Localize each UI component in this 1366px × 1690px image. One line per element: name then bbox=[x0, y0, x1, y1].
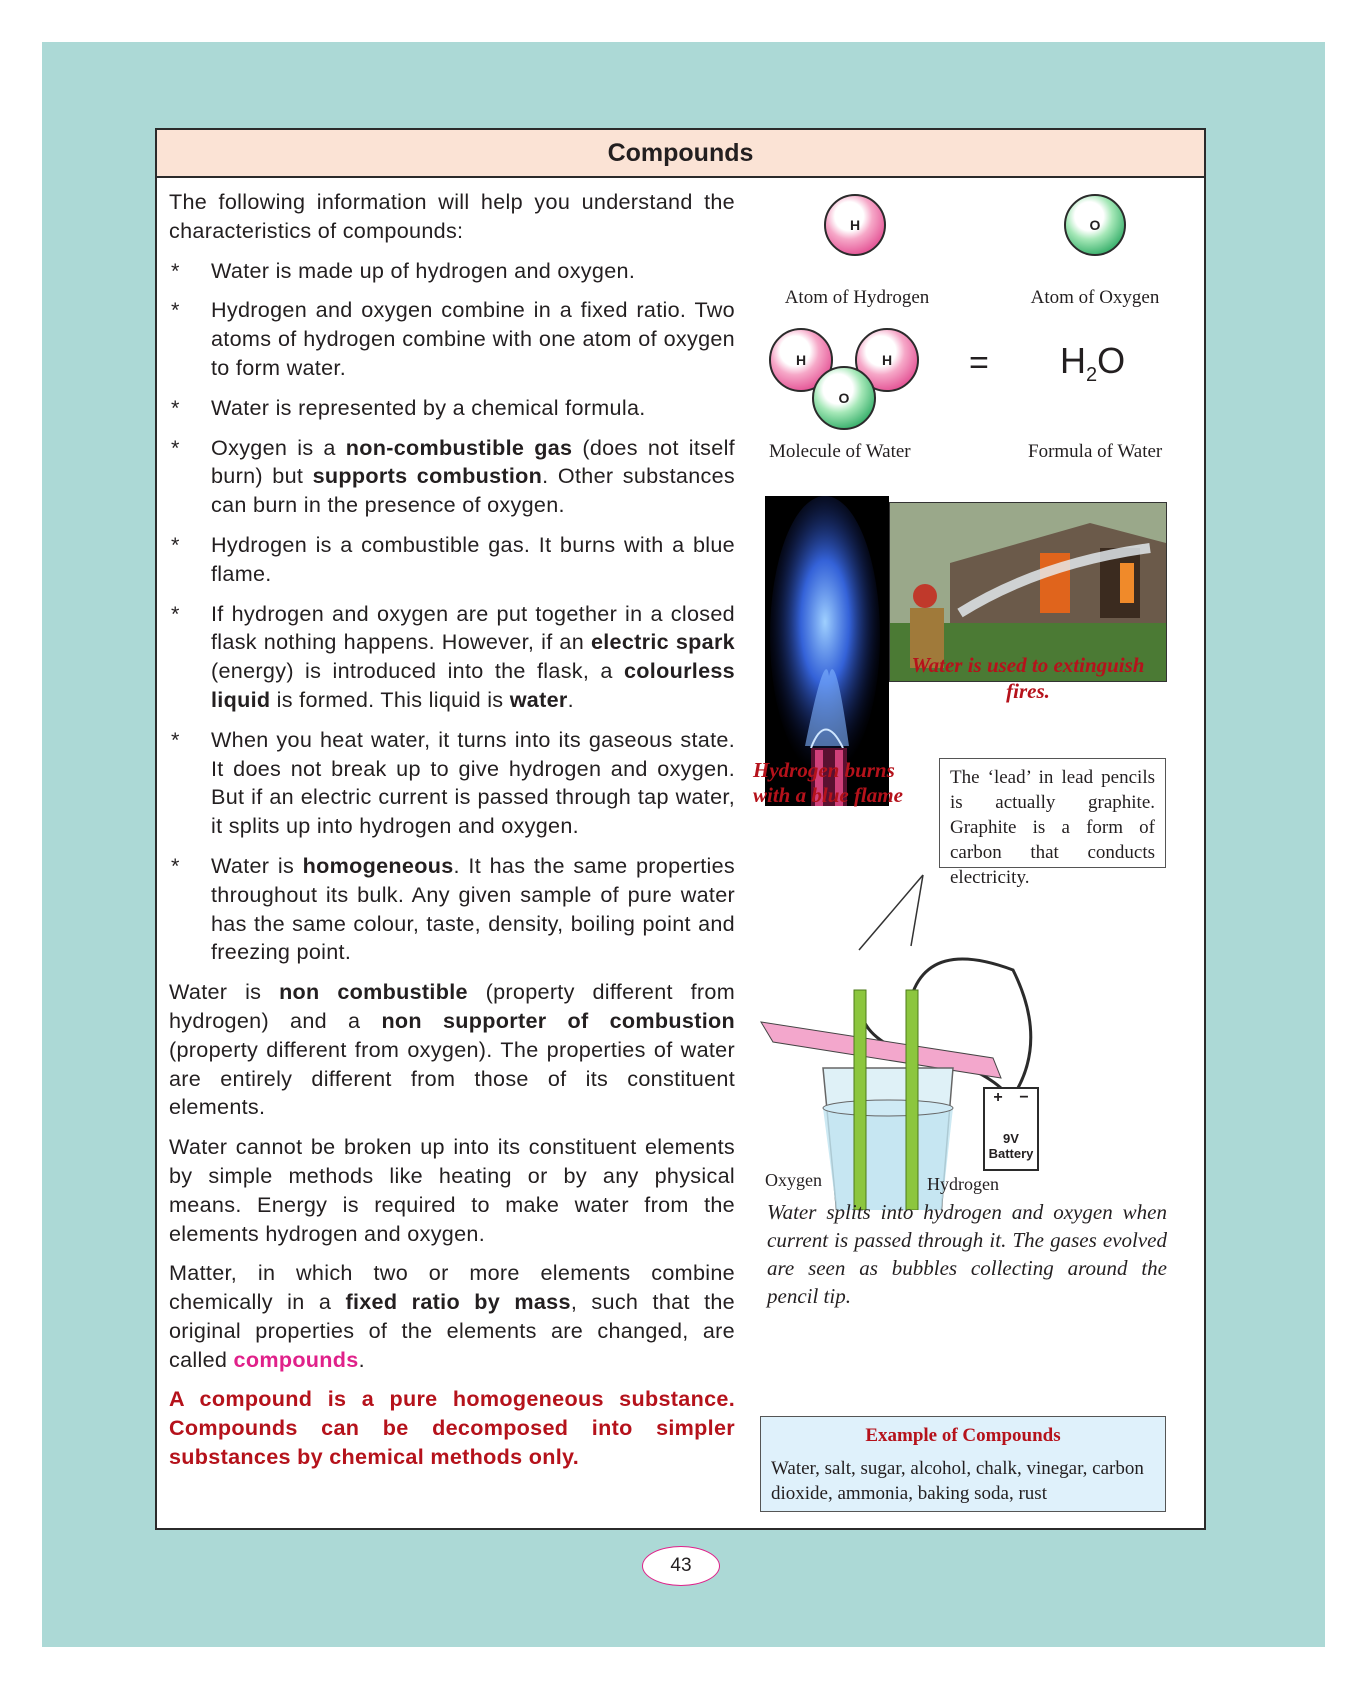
bullet-homogeneous: * Water is homogeneous. It has the same properties throughout its bulk. Any given sample of pure water has the same colour, taste, density, boiling point and freezing point. bbox=[171, 852, 735, 965]
battery-voltage-label: 9V bbox=[1003, 1131, 1019, 1146]
oxygen-atom-icon: O bbox=[1064, 194, 1126, 256]
bullet-oxygen-properties: * Oxygen is a non-combustible gas (does not itself burn) but supports combustion. Other substances can burn in the presence of oxygen. bbox=[171, 434, 736, 518]
paragraph-compound-definition: Matter, in which two or more elements combine chemically in a fixed ratio by mass, such that the original properties of the elements are changed, are called compounds. bbox=[169, 1260, 735, 1372]
hydrogen-atom-icon: H bbox=[824, 194, 886, 256]
bullet-heating-water: * When you heat water, it turns into its gaseous state. It does not break up to give hydrogen and oxygen. But if an electric current is passed through tap water, it splits up into hydrogen and oxygen. bbox=[171, 726, 735, 839]
bullet-chemical-formula: * Water is represented by a chemical formula. bbox=[171, 394, 646, 420]
examples-box bbox=[760, 1416, 1166, 1512]
section-title: Compounds bbox=[157, 130, 1204, 178]
paragraph-non-combustible: Water is non combustible (property different from hydrogen) and a non supporter of combustion (property different from oxygen). The properties of water are entirely different from those of its constituent elements. bbox=[169, 979, 735, 1120]
bullet-water-composition: * Water is made up of hydrogen and oxygen. bbox=[171, 257, 636, 283]
main-text-column bbox=[169, 188, 735, 1483]
molecule-hydrogen-atom-right-icon: H bbox=[855, 328, 919, 392]
examples-title: Example of Compounds bbox=[865, 1425, 1061, 1446]
battery-label: Battery bbox=[988, 1146, 1034, 1161]
atom-oxygen-caption: Atom of Oxygen bbox=[1030, 287, 1160, 308]
electrolysis-caption: Water splits into hydrogen and oxygen when current is passed through it. The gases evolved are seen as bubbles collecting around the pencil tip. bbox=[767, 1200, 1167, 1308]
oxygen-label: Oxygen bbox=[765, 1170, 822, 1190]
molecule-hydrogen-atom-left-icon: H bbox=[769, 328, 833, 392]
equals-sign: = bbox=[969, 344, 989, 382]
graphite-note-box: The ‘lead’ in lead pencils is actually graphite. Graphite is a form of carbon that conducts electricity. bbox=[939, 758, 1166, 868]
bullet-electric-spark: * If hydrogen and oxygen are put together in a closed flask nothing happens. However, if an electric spark (energy) is introduced into the flask, a colourless liquid is formed. This liquid is water. bbox=[171, 600, 735, 712]
intro-paragraph: The following information will help you understand the characteristics of compounds: bbox=[169, 189, 735, 243]
molecule-of-water-caption: Molecule of Water bbox=[769, 441, 911, 462]
paragraph-energy-required: Water cannot be broken up into its constituent elements by simple methods like heating or by any physical means. Energy is required to make water from the elements hydrogen and oxygen. bbox=[169, 1134, 735, 1246]
blue-flame-caption: Hydrogen burns with a blue flame bbox=[753, 758, 903, 807]
page-frame bbox=[155, 128, 1206, 1530]
atom-hydrogen-caption: Atom of Hydrogen bbox=[784, 287, 930, 308]
battery-minus-terminal: − bbox=[1019, 1089, 1029, 1106]
battery-plus-terminal: + bbox=[993, 1089, 1003, 1106]
bullet-fixed-ratio: * Hydrogen and oxygen combine in a fixed ratio. Two atoms of hydrogen combine with one atom of oxygen to form water. bbox=[171, 297, 735, 380]
hydrogen-label: Hydrogen bbox=[927, 1174, 999, 1194]
fire-photo-caption: Water is used to extinguish fires. bbox=[911, 653, 1145, 703]
examples-list: Water, salt, sugar, alcohol, chalk, vinegar, carbon dioxide, ammonia, baking soda, rust bbox=[771, 1458, 1144, 1504]
water-formula: $H_2O$ bbox=[1060, 340, 1126, 387]
conclusion-statement: A compound is a pure homogeneous substance. Compounds can be decomposed into simpler substances by chemical methods only. bbox=[169, 1386, 735, 1470]
bullet-hydrogen-properties: * Hydrogen is a combustible gas. It burns with a blue flame. bbox=[171, 531, 735, 586]
page-number: 43 bbox=[642, 1546, 720, 1586]
battery-icon bbox=[983, 1087, 1039, 1171]
molecule-oxygen-atom-icon: O bbox=[812, 366, 876, 430]
formula-of-water-caption: Formula of Water bbox=[1028, 441, 1163, 462]
